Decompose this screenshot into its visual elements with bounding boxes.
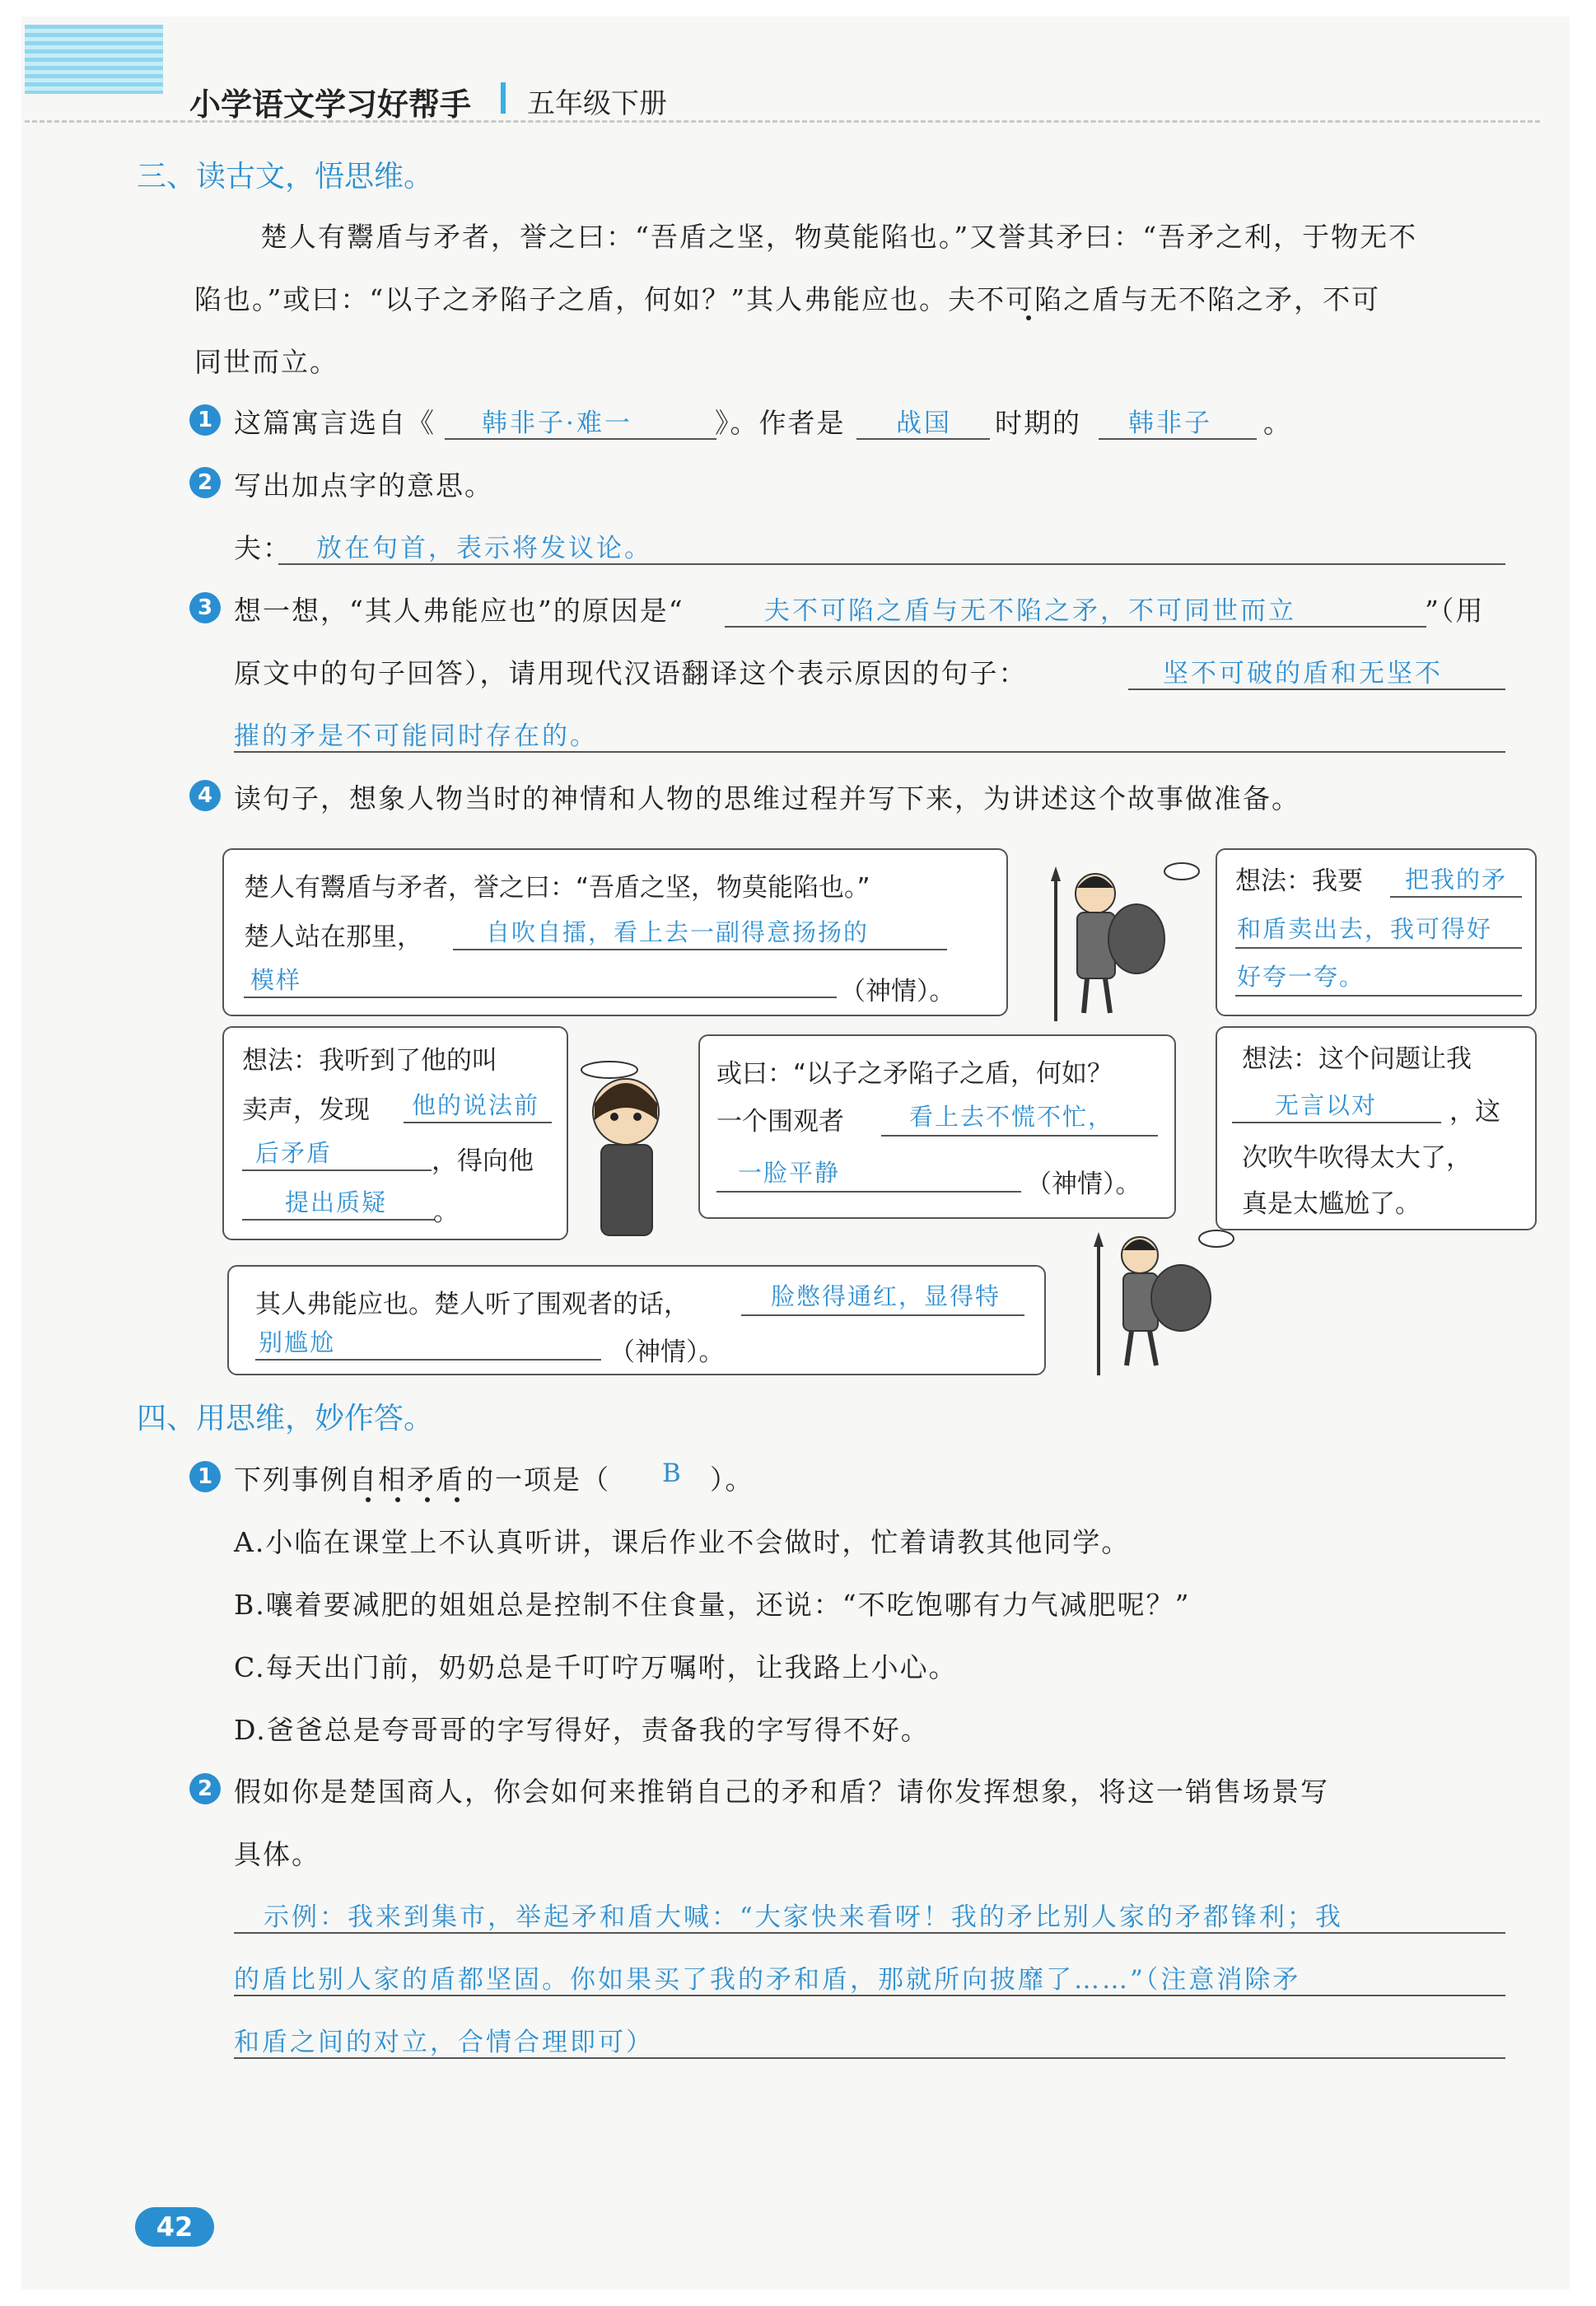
q2-answer: 放在句首，表示将发议论。 [316, 534, 652, 563]
box5-line-1: 想法：这个问题让我 [1242, 1044, 1472, 1074]
question-number-2: 2 [189, 1773, 221, 1804]
answer-line [1235, 947, 1522, 949]
q1-answer-source: 韩非子·难一 [482, 408, 632, 438]
onlooker-figure [568, 1054, 692, 1252]
thought-bubble-icon [1196, 1227, 1237, 1250]
q2-label: 夫： [234, 532, 292, 564]
box6-answer-1: 脸憋得通红，显得特 [771, 1282, 1001, 1310]
q3-answer-translation-1: 坚不可破的盾和无坚不 [1163, 659, 1443, 689]
q3-text-a: 想一想，“其人弗能应也”的原因是“ [234, 595, 684, 627]
s4q2-answer-line-2: 的盾比别人家的盾都坚固。你如果买了我的矛和盾，那就所向披靡了……”（注意消除矛 [234, 1965, 1301, 1995]
answer-line [1390, 896, 1522, 898]
box4-answer-2: 一脸平静 [738, 1159, 841, 1187]
box6-line-1: 其人弗能应也。楚人听了围观者的话， [255, 1290, 689, 1319]
q2-text: 写出加点字的意思。 [234, 469, 493, 502]
passage-line-3: 同世而立。 [194, 346, 338, 378]
answer-line [242, 1169, 432, 1171]
answer-line [242, 1219, 435, 1221]
box3-answer-3: 提出质疑 [285, 1188, 388, 1216]
q1-answer-era: 战国 [896, 408, 952, 438]
box5-line-3: 次吹牛吹得太大了， [1242, 1143, 1472, 1173]
box2-answer-2: 和盾卖出去，我可得好 [1237, 915, 1493, 943]
question-number-3: 3 [189, 592, 221, 623]
s4q2-answer-line-3: 和盾之间的对立，合情合理即可） [234, 2028, 654, 2057]
page-number: 42 [135, 2207, 214, 2247]
option-a: A.小临在课堂上不认真听讲，课后作业不会做时，忙着请教其他同学。 [234, 1526, 1131, 1558]
section-title-4: 四、用思维，妙作答。 [137, 1402, 434, 1435]
box1-answer-1: 自吹自擂，看上去一副得意扬扬的 [486, 918, 870, 946]
emphasis-dot [425, 1497, 430, 1502]
book-title: 小学语文学习好帮手 [189, 86, 472, 123]
box3-line-1: 想法：我听到了他的叫 [242, 1046, 497, 1076]
q3-answer-translation-2: 摧的矛是不可能同时存在的。 [234, 721, 598, 751]
q1-text-b: 》。作者是 [715, 407, 846, 439]
box3-answer-2: 后矛盾 [255, 1139, 333, 1167]
box1-tail: （神情）。 [840, 977, 955, 1006]
answer-line [404, 1122, 552, 1123]
passage-line-1: 楚人有鬻盾与矛者，誉之曰：“吾盾之坚，物莫能陷也。”又誉其矛曰：“吾矛之利，于物无不 [260, 221, 1418, 253]
box3-tail: 。 [433, 1197, 459, 1227]
merchant-figure-1 [1029, 857, 1211, 1038]
box2-answer-3: 好夸一夸。 [1237, 963, 1365, 991]
q3-answer-quote: 夫不可陷之盾与无不陷之矛，不可同世而立 [764, 596, 1296, 626]
box3-line-2: 卖声，发现 [242, 1095, 370, 1125]
option-b: B.嚷着要减肥的姐姐总是控制不住食量，还说：“不吃饱哪有力气减肥呢？” [234, 1589, 1191, 1621]
question-number-2: 2 [189, 467, 221, 498]
box4-tail: （神情）。 [1026, 1169, 1141, 1199]
answer-line [741, 1314, 1024, 1316]
answer-line [1232, 1122, 1441, 1123]
emphasis-dot [395, 1497, 400, 1502]
header-divider [25, 120, 1540, 123]
question-number-1: 1 [189, 404, 221, 436]
box6-answer-2: 别尴尬 [259, 1328, 336, 1356]
header-separator [501, 82, 506, 114]
box2-line-1: 想法：我要 [1235, 866, 1363, 896]
s4q1-text-c: ）。 [710, 1463, 754, 1496]
answer-line [881, 1135, 1158, 1137]
q4-text: 读句子，想象人物当时的神情和人物的思维过程并写下来，为讲述这个故事做准备。 [234, 782, 1300, 815]
q1-text-a: 这篇寓言选自《 [234, 407, 436, 439]
box3-line-3: ，得向他 [432, 1146, 534, 1176]
passage-line-2: 陷也。”或曰：“以子之矛陷子之盾，何如？”其人弗能应也。夫不可陷之盾与无不陷之矛，不可 [194, 283, 1381, 315]
s4q1-text-b: 的一项是（ [466, 1463, 610, 1496]
q1-text-c: 时期的 [995, 407, 1081, 439]
answer-line [244, 997, 837, 998]
answer-line [255, 1359, 601, 1361]
option-d: D.爸爸总是夸哥哥的字写得好，责备我的字写得不好。 [234, 1714, 930, 1746]
emphasis-dot [366, 1497, 371, 1502]
q1-text-d: 。 [1263, 407, 1292, 439]
book-subtitle: 五年级下册 [527, 87, 667, 120]
box5-line-2: ，这 [1449, 1097, 1500, 1127]
q1-answer-author: 韩非子 [1128, 408, 1212, 438]
s4q1-text-a: 下列事例 [234, 1463, 349, 1496]
header-decoration [25, 25, 163, 94]
box1-line-2: 楚人站在那里， [244, 922, 422, 952]
q3-text-c: 原文中的句子回答），请用现代汉语翻译这个表示原因的句子： [234, 657, 1028, 689]
thought-bubble-icon [576, 1057, 642, 1082]
q3-text-b: ”（用 [1425, 595, 1485, 627]
question-number-4: 4 [189, 780, 221, 811]
thought-bubble-icon [1161, 860, 1202, 883]
emphasis-dot [1026, 315, 1031, 320]
box4-line-2: 一个围观者 [716, 1107, 844, 1137]
s4q1-emphasized-phrase: 自相矛盾 [349, 1463, 464, 1496]
box4-line-1: 或曰：“以子之矛陷子之盾，何如？ [716, 1059, 1113, 1089]
option-c: C.每天出门前，奶奶总是千叮咛万嘱咐，让我路上小心。 [234, 1651, 958, 1683]
s4q1-answer: B [662, 1459, 684, 1488]
box3-answer-1: 他的说法前 [412, 1091, 540, 1119]
box5-answer-1: 无言以对 [1275, 1091, 1378, 1119]
answer-line [1235, 995, 1522, 997]
answer-line [716, 1191, 1021, 1193]
box4-answer-1: 看上去不慌不忙， [909, 1103, 1114, 1131]
box1-answer-2: 模样 [250, 966, 302, 994]
box5-line-4: 真是太尴尬了。 [1242, 1189, 1421, 1219]
s4q2-line-1: 假如你是楚国商人，你会如何来推销自己的矛和盾？请你发挥想象，将这一销售场景写 [234, 1776, 1329, 1808]
box6-tail: （神情）。 [609, 1337, 725, 1367]
question-number-1: 1 [189, 1461, 221, 1492]
emphasis-dot [455, 1497, 460, 1502]
s4q2-line-2: 具体。 [234, 1838, 320, 1870]
answer-line [453, 949, 947, 950]
box1-line-1: 楚人有鬻盾与矛者，誉之曰：“吾盾之坚，物莫能陷也。” [244, 873, 870, 903]
box2-answer-1: 把我的矛 [1405, 866, 1508, 894]
section-title-3: 三、读古文，悟思维。 [137, 160, 434, 194]
s4q2-answer-line-1: 示例：我来到集市，举起矛和盾大喊：“大家快来看呀！我的矛比别人家的矛都锋利；我 [264, 1902, 1343, 1932]
